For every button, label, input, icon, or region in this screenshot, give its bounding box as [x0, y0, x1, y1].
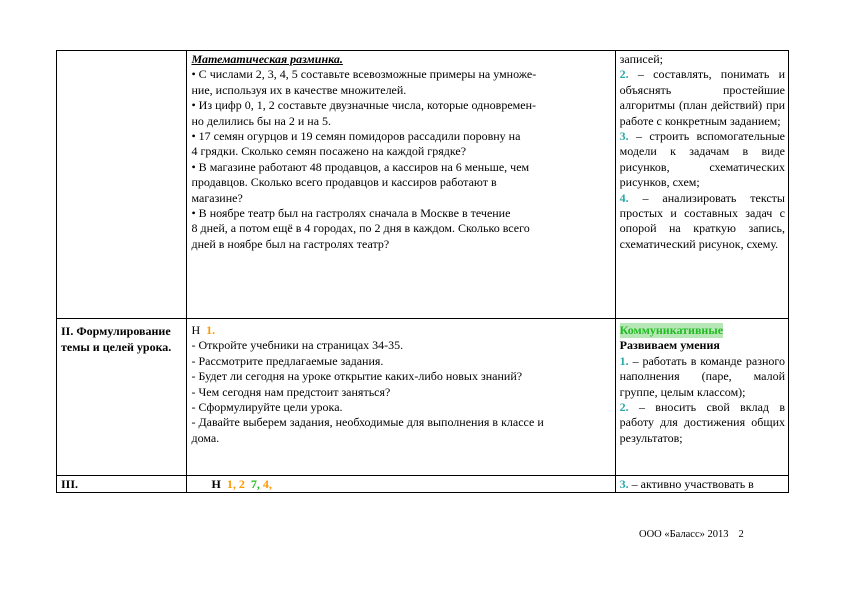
stage-cell	[57, 51, 187, 319]
content-cell	[187, 319, 615, 476]
task-marker: Н	[211, 477, 221, 491]
content-line: - Будет ли сегодня на уроке открытие каких-либо новых знаний?	[191, 369, 523, 384]
table-row	[57, 476, 789, 493]
stage-cell: III.	[57, 476, 187, 493]
content-line: • В ноябре театр был на гастролях сначала в Москве в течение	[191, 206, 511, 221]
content-line: - Рассмотрите предлагаемые задания.	[191, 353, 384, 368]
task-number: 1,	[226, 477, 236, 491]
skill-text: – вносить свой вклад в работу для достижения общих результатов;	[619, 400, 785, 445]
page-number: 2	[738, 529, 744, 540]
content-line: - Чем сегодня нам предстоит заняться?	[191, 384, 391, 399]
content-line: - Сформулируйте цели урока.	[191, 400, 343, 415]
skill-item	[620, 477, 785, 492]
content-lines	[191, 338, 611, 446]
skills-cell	[615, 319, 788, 476]
content-line: 8 дней, а потом ещё в 4 городах, по 2 дня в каждом. Сколько всего	[191, 221, 530, 236]
content-line: дома.	[191, 430, 220, 445]
content-line: но делились бы на 2 и на 5.	[191, 113, 332, 128]
content-line: • В магазине работают 48 продавцов, а кассиров на 6 меньше, чем	[191, 159, 530, 174]
content-line: • 17 семян огурцов и 19 семян помидоров рассадили поровну на	[191, 129, 521, 144]
skill-number: 4.	[619, 190, 629, 205]
stage-cell: II. Формулирование темы и целей урока.	[57, 319, 187, 476]
content-cell	[187, 476, 615, 493]
skill-number: 1.	[619, 353, 629, 368]
skill-item	[620, 129, 785, 191]
content-line: продавцов. Сколько всего продавцов и кассиров работают в	[191, 175, 497, 190]
skill-text: – анализировать тексты простых и составных задач с опорой на краткую запись, схематический рисунок, схему.	[619, 190, 785, 251]
skill-item	[620, 400, 785, 446]
content-cell	[187, 51, 615, 319]
content-line: • Из цифр 0, 1, 2 составьте двузначные числа, которые одновремен-	[191, 98, 536, 113]
content-line: ние, используя их в качестве множителей.	[191, 82, 407, 97]
content-line: - Давайте выберем задания, необходимые для выполнения в классе и	[191, 415, 544, 430]
section-title: Математическая разминка.	[191, 52, 343, 66]
content-line: - Откройте учебники на страницах 34-35.	[191, 338, 404, 353]
skill-item	[620, 52, 785, 67]
content-line: магазине?	[191, 190, 243, 205]
skills-cell	[615, 51, 788, 319]
page-footer	[639, 529, 744, 540]
content-line: • С числами 2, 3, 4, 5 составьте всевозможные примеры на умноже-	[191, 67, 537, 82]
skill-item	[620, 191, 785, 253]
footer-publisher: ООО «Баласс» 2013	[639, 529, 729, 540]
skill-item	[620, 67, 785, 129]
skills-subheading: Развиваем умения	[619, 338, 720, 353]
content-lines	[191, 67, 611, 252]
content-line: 4 грядки. Сколько семян посажено на каждой грядке?	[191, 144, 467, 159]
task-number: 2	[238, 477, 245, 491]
skills-list	[620, 354, 785, 446]
skills-cell	[615, 476, 788, 493]
skills-heading: Коммуникативные	[619, 323, 724, 337]
skill-number: 3.	[619, 477, 629, 491]
skill-text: – строить вспомогательные модели к задачам в виде рисунков, схематических рисунков, схем;	[619, 129, 785, 190]
skill-text: – активно участвовать в	[628, 477, 754, 491]
lesson-plan-table	[56, 50, 789, 493]
skill-text: – работать в команде разного наполнения (паре, малой группе, целым классом);	[619, 353, 785, 399]
table-row	[57, 51, 789, 319]
skill-number: 2.	[619, 400, 629, 415]
skill-number: 2.	[619, 67, 629, 82]
skill-item	[620, 354, 785, 400]
task-number: 4,	[262, 477, 272, 491]
skill-number: 3.	[619, 129, 629, 144]
skill-text: записей;	[619, 52, 663, 66]
skill-text: – составлять, понимать и объяснять простейшие алгоритмы (план действий) при работе с конкретным заданием;	[619, 67, 785, 128]
task-marker: Н 1.	[191, 323, 216, 337]
task-number: 7,	[250, 477, 260, 491]
content-line: дней в ноябре был на гастролях театр?	[191, 236, 390, 251]
table-row	[57, 319, 789, 476]
